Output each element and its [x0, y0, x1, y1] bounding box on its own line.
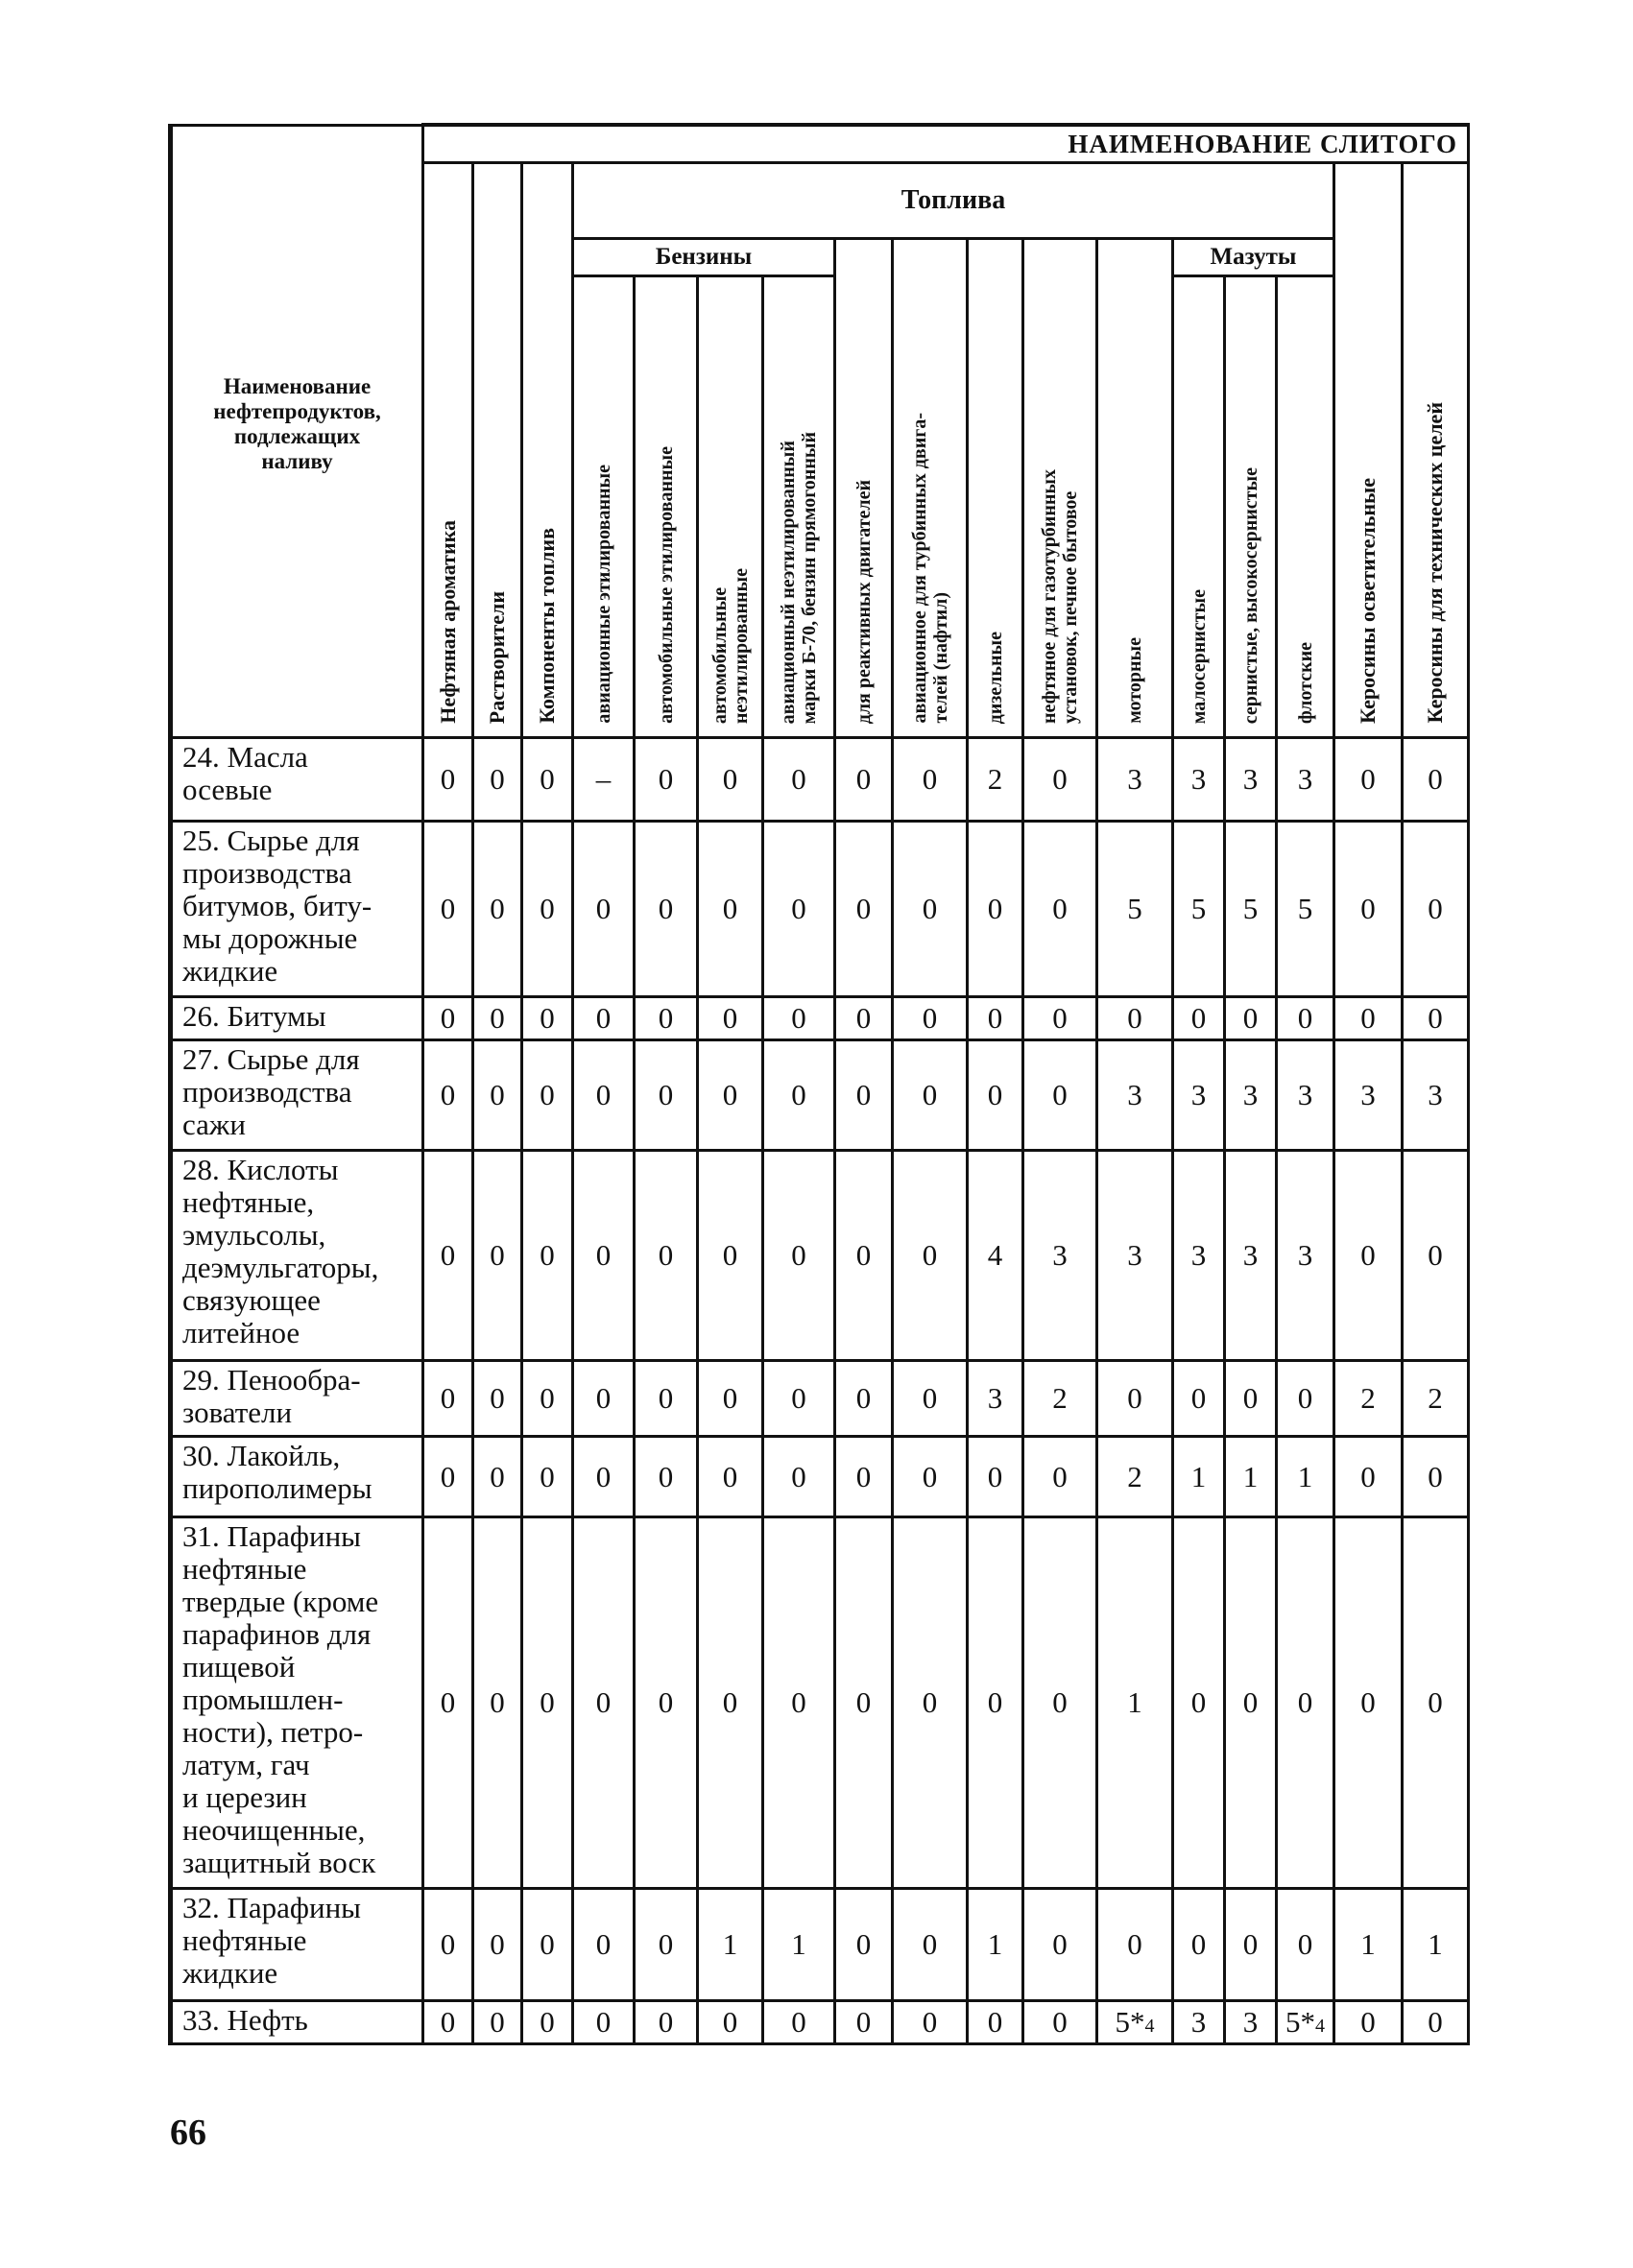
- value-cell: 0: [698, 2001, 763, 2044]
- value-cell: 0: [1173, 1517, 1225, 1889]
- value-cell: 0: [1277, 1361, 1334, 1437]
- value-cell: 0: [473, 997, 522, 1040]
- value-cell: 0: [835, 1040, 893, 1151]
- value-cell: 0: [893, 1517, 968, 1889]
- product-name: 26. Битумы: [171, 997, 423, 1040]
- value-cell: 0: [522, 997, 573, 1040]
- value-cell: 3: [1225, 1151, 1277, 1361]
- value-cell: 1: [1277, 1437, 1334, 1517]
- group-fuels: Топлива: [573, 163, 1334, 239]
- value-cell: 3: [1277, 1040, 1334, 1151]
- value-cell: 0: [1023, 1437, 1097, 1517]
- value-cell: 3: [1173, 2001, 1225, 2044]
- value-cell: 3: [1097, 1040, 1173, 1151]
- value-cell: 3: [1097, 1151, 1173, 1361]
- value-cell: 0: [835, 1889, 893, 2001]
- value-cell: 0: [1277, 997, 1334, 1040]
- value-cell: 0: [968, 1517, 1023, 1889]
- value-cell: 0: [698, 1437, 763, 1517]
- value-cell: 1: [1097, 1517, 1173, 1889]
- value-cell: 0: [1334, 822, 1403, 997]
- value-cell: 0: [763, 1151, 835, 1361]
- table-row: [171, 1361, 1469, 1437]
- value-cell: 0: [1173, 1889, 1225, 2001]
- table-row: [171, 822, 1469, 997]
- value-cell: 0: [835, 1517, 893, 1889]
- value-cell: 0: [1334, 1437, 1403, 1517]
- group-gasolines: Бензины: [573, 239, 835, 276]
- product-name: 31. Парафины нефтяные твердые (кроме парафинов для пищевой промышлен- ности), петро- латум, гач и церезин неочищенные, защитный воск: [171, 1517, 423, 1889]
- value-cell: 3: [1225, 1040, 1277, 1151]
- value-cell: 0: [698, 997, 763, 1040]
- value-cell: 0: [763, 2001, 835, 2044]
- value-cell: 0: [893, 1437, 968, 1517]
- value-cell: 0: [893, 997, 968, 1040]
- value-cell: 0: [698, 1517, 763, 1889]
- value-cell: 0: [423, 997, 473, 1040]
- value-cell: 3: [1023, 1151, 1097, 1361]
- value-cell: 0: [1023, 1517, 1097, 1889]
- value-cell: 3: [968, 1361, 1023, 1437]
- value-cell: 0: [1225, 997, 1277, 1040]
- value-cell: 0: [1023, 997, 1097, 1040]
- value-cell: 0: [1403, 2001, 1469, 2044]
- product-name: 24. Масла осевые: [171, 738, 423, 822]
- value-cell: 0: [1334, 1517, 1403, 1889]
- value-cell: 0: [1023, 1889, 1097, 2001]
- table-row: [171, 738, 1469, 822]
- col-header: автомобильные этилированные: [635, 276, 698, 738]
- value-cell: 0: [1225, 1517, 1277, 1889]
- value-cell: 0: [635, 1889, 698, 2001]
- value-cell: 0: [698, 1151, 763, 1361]
- page-number: 66: [170, 2113, 206, 2153]
- value-cell: 3: [1225, 738, 1277, 822]
- value-cell: 0: [522, 1151, 573, 1361]
- product-name: 29. Пенообра- зователи: [171, 1361, 423, 1437]
- value-cell: 0: [423, 2001, 473, 2044]
- value-cell: 0: [763, 1040, 835, 1151]
- value-cell: 0: [573, 1437, 635, 1517]
- col-header: моторные: [1097, 239, 1173, 738]
- value-cell: 5*4: [1277, 2001, 1334, 2044]
- table-row: [171, 2001, 1469, 2044]
- value-cell: 0: [522, 822, 573, 997]
- value-cell: 0: [573, 1517, 635, 1889]
- value-cell: 0: [698, 738, 763, 822]
- value-cell: 0: [473, 1361, 522, 1437]
- value-cell: 0: [893, 2001, 968, 2044]
- value-cell: 0: [423, 1361, 473, 1437]
- value-cell: 0: [763, 997, 835, 1040]
- value-cell: 0: [1173, 1361, 1225, 1437]
- col-header: авиационный неэтилированный марки Б-70, бензин прямогонный: [763, 276, 835, 738]
- value-cell: 0: [1403, 1437, 1469, 1517]
- value-cell: 0: [573, 1040, 635, 1151]
- value-cell: 0: [635, 822, 698, 997]
- value-cell: 0: [893, 1361, 968, 1437]
- value-cell: 2: [968, 738, 1023, 822]
- value-cell: 0: [473, 1889, 522, 2001]
- value-cell: 0: [893, 822, 968, 997]
- value-cell: 3: [1403, 1040, 1469, 1151]
- value-cell: 0: [635, 738, 698, 822]
- value-cell: 0: [835, 1151, 893, 1361]
- value-cell: 0: [473, 1517, 522, 1889]
- value-cell: 0: [573, 997, 635, 1040]
- value-cell: 0: [423, 1517, 473, 1889]
- value-cell: 0: [1403, 997, 1469, 1040]
- value-cell: 3: [1334, 1040, 1403, 1151]
- value-cell: 1: [1334, 1889, 1403, 2001]
- value-cell: 0: [1334, 1151, 1403, 1361]
- value-cell: 0: [835, 738, 893, 822]
- value-cell: 3: [1097, 738, 1173, 822]
- value-cell: 0: [835, 1361, 893, 1437]
- value-cell: 0: [1023, 1040, 1097, 1151]
- table-title: НАИМЕНОВАНИЕ СЛИТОГО: [423, 125, 1469, 163]
- value-cell: 0: [1334, 997, 1403, 1040]
- value-cell: 0: [522, 1889, 573, 2001]
- product-name: 30. Лакойль, пирополимеры: [171, 1437, 423, 1517]
- value-cell: 0: [1225, 1361, 1277, 1437]
- value-cell: 0: [1277, 1889, 1334, 2001]
- value-cell: 0: [473, 2001, 522, 2044]
- value-cell: 0: [968, 1437, 1023, 1517]
- value-cell: 0: [573, 822, 635, 997]
- value-cell: 4: [968, 1151, 1023, 1361]
- value-cell: 0: [1403, 1151, 1469, 1361]
- col-header: Керосины осветительные: [1334, 163, 1403, 738]
- value-cell: 2: [1403, 1361, 1469, 1437]
- value-cell: 0: [1023, 822, 1097, 997]
- value-cell: 0: [968, 1040, 1023, 1151]
- value-cell: 0: [635, 1151, 698, 1361]
- value-cell: 0: [1023, 2001, 1097, 2044]
- value-cell: 0: [423, 738, 473, 822]
- value-cell: 0: [835, 2001, 893, 2044]
- value-cell: 0: [968, 2001, 1023, 2044]
- col-header: для реактивных двигателей: [835, 239, 893, 738]
- product-name: 25. Сырье для производства битумов, биту- мы дорожные жидкие: [171, 822, 423, 997]
- value-cell: 0: [522, 1040, 573, 1151]
- col-header: флотские: [1277, 276, 1334, 738]
- value-cell: 0: [763, 1361, 835, 1437]
- value-cell: 3: [1277, 1151, 1334, 1361]
- value-cell: 0: [423, 1040, 473, 1151]
- value-cell: 0: [968, 997, 1023, 1040]
- value-cell: 0: [423, 822, 473, 997]
- value-cell: 0: [835, 1437, 893, 1517]
- value-cell: 2: [1023, 1361, 1097, 1437]
- value-cell: 0: [522, 1437, 573, 1517]
- group-mazuts: Мазуты: [1173, 239, 1334, 276]
- value-cell: 0: [1173, 997, 1225, 1040]
- value-cell: 0: [522, 1361, 573, 1437]
- value-cell: 0: [423, 1437, 473, 1517]
- value-cell: 0: [1403, 738, 1469, 822]
- value-cell: 0: [473, 1437, 522, 1517]
- product-name: 28. Кислоты нефтяные, эмульсолы, деэмульгаторы, связующее литейное: [171, 1151, 423, 1361]
- value-cell: 2: [1334, 1361, 1403, 1437]
- value-cell: 0: [698, 822, 763, 997]
- value-cell: 0: [423, 1151, 473, 1361]
- value-cell: 0: [698, 1361, 763, 1437]
- value-cell: –: [573, 738, 635, 822]
- product-name: 33. Нефть: [171, 2001, 423, 2044]
- col-header: Нефтяная ароматика: [423, 163, 473, 738]
- value-cell: 0: [1334, 2001, 1403, 2044]
- value-cell: 2: [1097, 1437, 1173, 1517]
- table-row: [171, 1437, 1469, 1517]
- value-cell: 0: [1225, 1889, 1277, 2001]
- value-cell: 0: [1403, 822, 1469, 997]
- value-cell: 5*4: [1097, 2001, 1173, 2044]
- value-cell: 0: [522, 738, 573, 822]
- value-cell: 5: [1173, 822, 1225, 997]
- value-cell: 5: [1277, 822, 1334, 997]
- value-cell: 0: [1023, 738, 1097, 822]
- value-cell: 0: [698, 1040, 763, 1151]
- value-cell: 1: [1225, 1437, 1277, 1517]
- value-cell: 1: [698, 1889, 763, 2001]
- col-header: нефтяное для газотурбинных установок, печное бытовое: [1023, 239, 1097, 738]
- value-cell: 0: [763, 738, 835, 822]
- value-cell: 3: [1173, 738, 1225, 822]
- value-cell: 0: [423, 1889, 473, 2001]
- value-cell: 0: [763, 822, 835, 997]
- value-cell: 1: [763, 1889, 835, 2001]
- value-cell: 0: [573, 1889, 635, 2001]
- value-cell: 0: [573, 2001, 635, 2044]
- table-row: [171, 1517, 1469, 1889]
- value-cell: 0: [893, 1151, 968, 1361]
- col-header: автомобильные неэтилированные: [698, 276, 763, 738]
- value-cell: 0: [893, 1040, 968, 1151]
- value-cell: 0: [573, 1361, 635, 1437]
- value-cell: 1: [1173, 1437, 1225, 1517]
- col-header: Растворители: [473, 163, 522, 738]
- table-body: [171, 738, 1469, 2044]
- col-header: Компоненты топлив: [522, 163, 573, 738]
- value-cell: 0: [893, 738, 968, 822]
- value-cell: 5: [1225, 822, 1277, 997]
- value-cell: 0: [635, 2001, 698, 2044]
- value-cell: 3: [1225, 2001, 1277, 2044]
- product-name: 32. Парафины нефтяные жидкие: [171, 1889, 423, 2001]
- col-header: авиационные этилированные: [573, 276, 635, 738]
- table-row: [171, 1040, 1469, 1151]
- value-cell: 1: [968, 1889, 1023, 2001]
- value-cell: 0: [1097, 997, 1173, 1040]
- value-cell: 0: [763, 1437, 835, 1517]
- value-cell: 0: [835, 822, 893, 997]
- col-header: авиационное для турбинных двига- телей (нафтил): [893, 239, 968, 738]
- value-cell: 0: [473, 1040, 522, 1151]
- product-name: 27. Сырье для производства сажи: [171, 1040, 423, 1151]
- value-cell: 0: [635, 1040, 698, 1151]
- value-cell: 0: [1277, 1517, 1334, 1889]
- compatibility-table: [168, 123, 1470, 2045]
- value-cell: 0: [473, 822, 522, 997]
- value-cell: 0: [635, 1517, 698, 1889]
- col-header: сернистые, высокосернистые: [1225, 276, 1277, 738]
- value-cell: 0: [835, 997, 893, 1040]
- value-cell: 0: [893, 1889, 968, 2001]
- value-cell: 0: [573, 1151, 635, 1361]
- value-cell: 3: [1277, 738, 1334, 822]
- value-cell: 0: [1403, 1517, 1469, 1889]
- value-cell: 0: [635, 1437, 698, 1517]
- value-cell: 0: [763, 1517, 835, 1889]
- value-cell: 3: [1173, 1040, 1225, 1151]
- value-cell: 0: [1097, 1889, 1173, 2001]
- value-cell: 0: [522, 1517, 573, 1889]
- product-name-header: Наименование нефтепродуктов, подлежащих наливу: [171, 125, 423, 738]
- value-cell: 0: [1097, 1361, 1173, 1437]
- value-cell: 0: [522, 2001, 573, 2044]
- col-header: Керосины для технических целей: [1403, 163, 1469, 738]
- value-cell: 0: [635, 1361, 698, 1437]
- value-cell: 3: [1173, 1151, 1225, 1361]
- table-row: [171, 1889, 1469, 2001]
- col-header: дизельные: [968, 239, 1023, 738]
- table-row: [171, 997, 1469, 1040]
- col-header: малосернистые: [1173, 276, 1225, 738]
- value-cell: 1: [1403, 1889, 1469, 2001]
- value-cell: 5: [1097, 822, 1173, 997]
- value-cell: 0: [473, 738, 522, 822]
- value-cell: 0: [473, 1151, 522, 1361]
- value-cell: 0: [635, 997, 698, 1040]
- value-cell: 0: [968, 822, 1023, 997]
- table-row: [171, 1151, 1469, 1361]
- value-cell: 0: [1334, 738, 1403, 822]
